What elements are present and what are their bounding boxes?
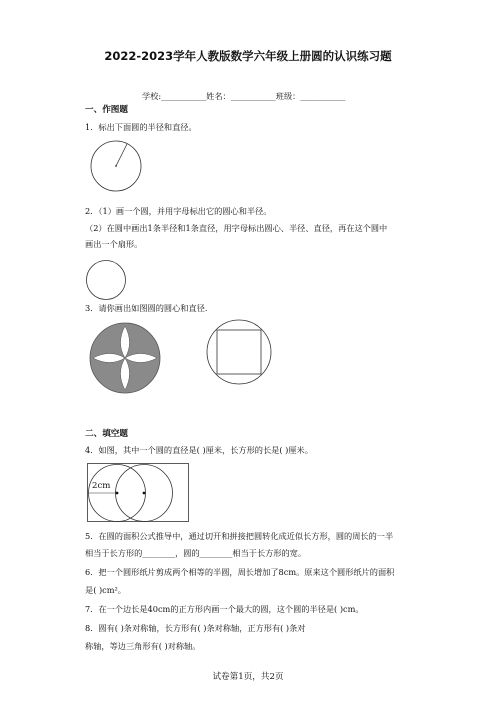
question-6-line1: 6．把一个圆形纸片剪成两个相等的半圆，周长增加了8cm。原来这个圆形纸片的面积	[85, 567, 395, 577]
question-1: 1．标出下面圆的半径和直径。	[85, 122, 197, 132]
student-info-line: 学校:___________姓名：___________班级：___________	[142, 91, 346, 101]
q4-length-label: 2cm	[92, 481, 111, 491]
q1-circle-figure	[89, 139, 143, 193]
question-2-part2: （2）在圆中画出1条半径和1条直径，用字母标出圆心、半径、直径，再在这个圆中	[85, 223, 388, 233]
q3-flower-circle-figure	[88, 321, 162, 395]
question-5-line2: 相当于长方形的________，圆的________相当于长方形的宽。	[85, 548, 307, 558]
question-4: 4．如图，其中一个圆的直径是( )厘米，长方形的长是( )厘米。	[85, 445, 313, 455]
question-2-part1: 2．（1）画一个圆，并用字母标出它的圆心和半径。	[85, 206, 272, 216]
question-8-line2: 称轴，等边三角形有( )对称轴。	[85, 641, 201, 651]
question-8-line1: 8．圆有( )条对称轴，长方形有( )条对称轴，正方形有( )条对	[85, 623, 306, 633]
question-5-line1: 5．在圆的面积公式推导中，通过切开和拼接把圆转化成近似长方形，圆的周长的一半	[85, 531, 394, 541]
section-heading-drawing: 一、作图题	[85, 105, 128, 115]
q3-inscribed-square-figure	[205, 318, 273, 386]
question-3: 3．请你画出如图圆的圆心和直径.	[85, 303, 208, 313]
q2-circle-figure	[85, 259, 127, 301]
q4-two-circles-figure	[87, 463, 189, 525]
question-6-line2: 是( )cm²。	[85, 585, 126, 595]
page-footer: 试卷第1页，共2页	[212, 672, 284, 682]
question-2-part2-cont: 画出一个扇形。	[85, 239, 143, 249]
document-title: 2022-2023学年人教版数学六年级上册圆的认识练习题	[104, 49, 392, 63]
section-heading-fill-blank: 二、填空题	[85, 429, 128, 439]
question-7: 7．在一个边长是40cm的正方形内画一个最大的圆，这个圆的半径是( )cm。	[85, 604, 364, 614]
